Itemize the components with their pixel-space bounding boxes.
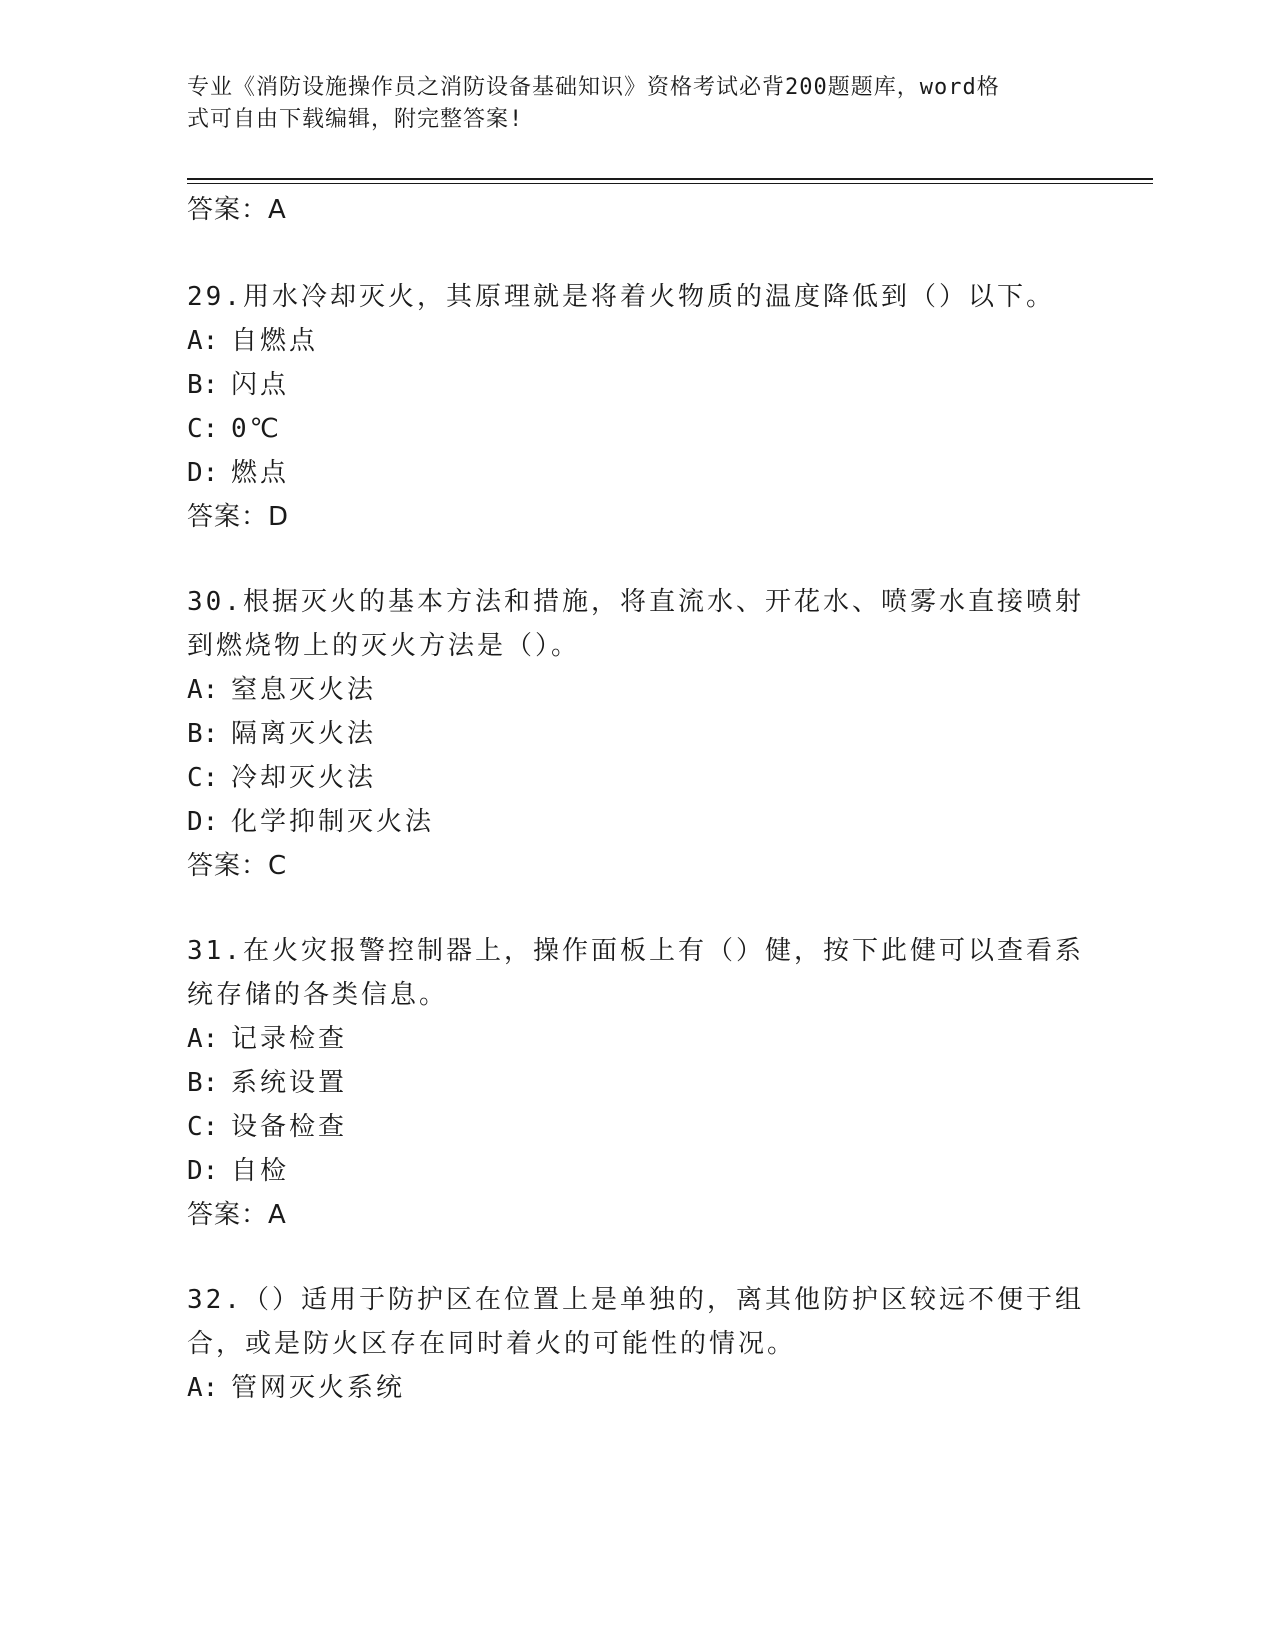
option-text: 记录检查 — [231, 1024, 348, 1054]
question-31-answer: 答案：A — [187, 1200, 287, 1230]
header-line-2: 式可自由下载编辑，附完整答案! — [187, 107, 524, 132]
option-text: 燃点 — [231, 458, 290, 488]
question-29-option-c — [187, 412, 282, 446]
option-text: 隔离灭火法 — [231, 719, 377, 749]
option-text: 自检 — [231, 1156, 290, 1186]
question-31-option-a — [187, 1022, 347, 1056]
option-text: 设备检查 — [231, 1112, 348, 1142]
option-letter: C: — [187, 1112, 219, 1142]
option-text: 冷却灭火法 — [231, 763, 377, 793]
option-letter: D: — [187, 458, 219, 488]
document-header — [187, 72, 1067, 136]
question-29-text: 29.用水冷却灭火，其原理就是将着火物质的温度降低到（）以下。 — [187, 282, 1055, 312]
option-text: 窒息灭火法 — [231, 675, 377, 705]
question-30-option-b — [187, 717, 376, 751]
question-29-option-d — [187, 456, 289, 490]
option-text: 自燃点 — [231, 326, 319, 356]
question-30-option-a — [187, 673, 376, 707]
option-letter: C: — [187, 763, 219, 793]
option-letter: D: — [187, 807, 219, 837]
option-text: 闪点 — [231, 370, 290, 400]
option-text: 系统设置 — [231, 1068, 348, 1098]
question-31-option-d — [187, 1154, 289, 1188]
option-letter: B: — [187, 719, 219, 749]
header-divider-thick — [187, 178, 1153, 180]
question-32-option-a — [187, 1371, 405, 1405]
question-29-answer: 答案：D — [187, 502, 290, 532]
question-30-text: 30.根据灭火的基本方法和措施，将直流水、开花水、喷雾水直接喷射 — [187, 587, 1084, 617]
question-32-text: 32.（）适用于防护区在位置上是单独的，离其他防护区较远不便于组 — [187, 1285, 1084, 1315]
option-letter: B: — [187, 1068, 219, 1098]
question-29-option-a — [187, 324, 318, 358]
option-letter: A: — [187, 675, 219, 705]
header-line-1: 专业《消防设施操作员之消防设备基础知识》资格考试必背200题题库，word格 — [187, 75, 1000, 100]
previous-answer: 答案：A — [187, 195, 287, 225]
question-30-text-line-2: 到燃烧物上的灭火方法是（）。 — [187, 631, 581, 661]
question-31-option-c — [187, 1110, 347, 1144]
option-letter: D: — [187, 1156, 219, 1186]
question-30-option-d — [187, 805, 434, 839]
question-29-option-b — [187, 368, 289, 402]
option-letter: A: — [187, 1373, 219, 1403]
question-31-text-line-2: 统存储的各类信息。 — [187, 980, 449, 1010]
option-letter: A: — [187, 1024, 219, 1054]
option-text: 化学抑制灭火法 — [231, 807, 435, 837]
option-letter: A: — [187, 326, 219, 356]
option-text: 0℃ — [231, 414, 282, 444]
question-30-option-c — [187, 761, 376, 795]
option-letter: C: — [187, 414, 219, 444]
header-divider-thin — [187, 183, 1153, 184]
question-32-text-line-2: 合，或是防火区存在同时着火的可能性的情况。 — [187, 1329, 797, 1359]
question-31-text: 31.在火灾报警控制器上，操作面板上有（）健，按下此健可以查看系 — [187, 936, 1084, 966]
question-31-option-b — [187, 1066, 347, 1100]
question-30-answer: 答案：C — [187, 851, 288, 881]
option-letter: B: — [187, 370, 219, 400]
option-text: 管网灭火系统 — [231, 1373, 406, 1403]
